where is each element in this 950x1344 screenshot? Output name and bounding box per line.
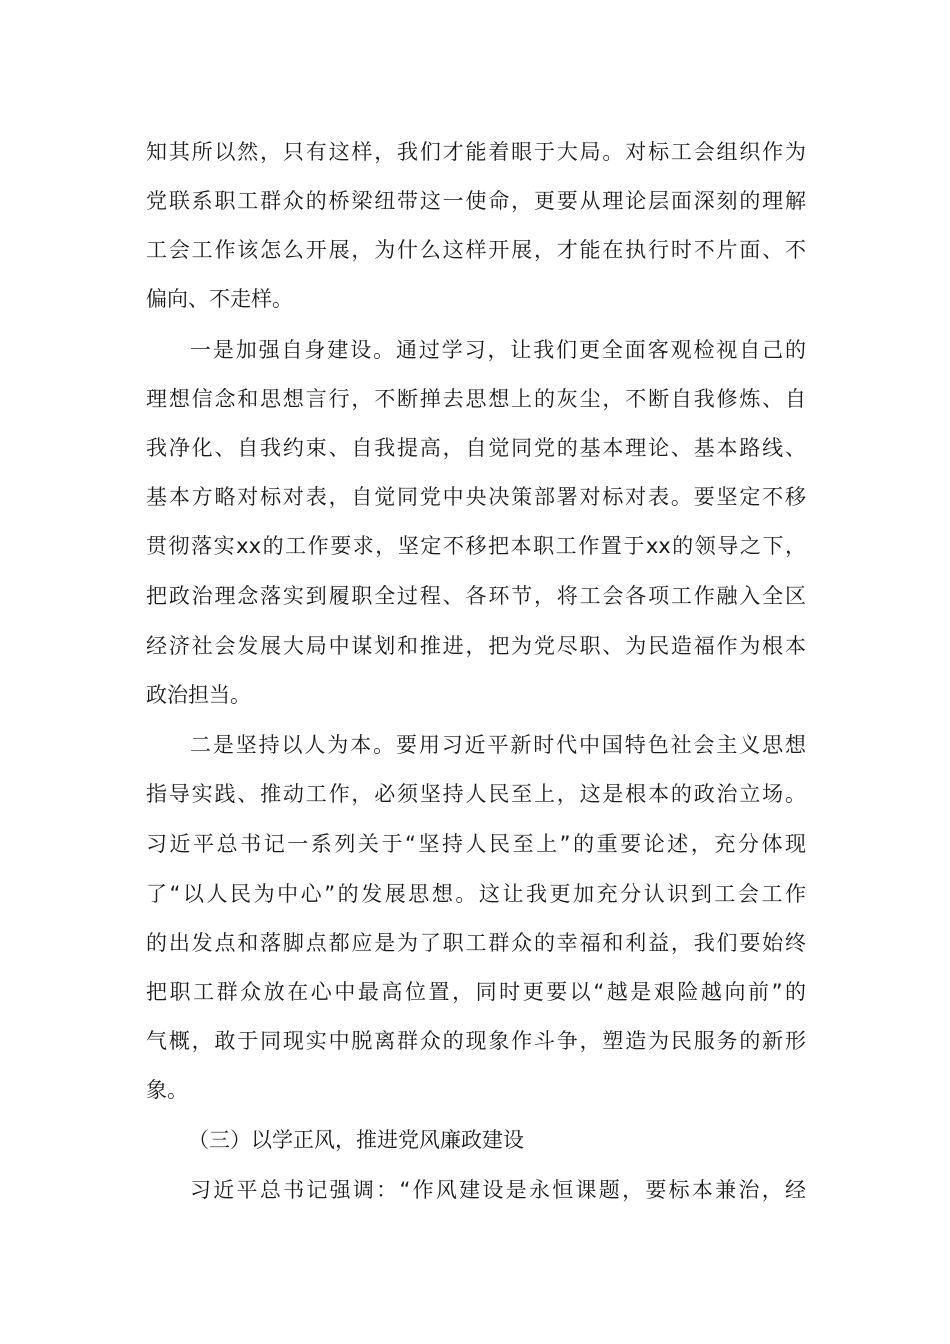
text-line-20: 象。 — [146, 1078, 188, 1102]
text-line-2: 党联系职工群众的桥梁纽带这一使命，更要从理论层面深刻的理解 — [146, 189, 806, 213]
paragraph-start-self-building: 一是加强自身建设。通过学习，让我们更全面客观检视自己的 — [190, 338, 806, 362]
text-line-15: 习近平总书记一系列关于“坚持人民至上”的重要论述，充分体现 — [146, 832, 806, 856]
text-line-4: 偏向、不走样。 — [146, 287, 293, 311]
text-line-10: 把政治理念落实到履职全过程、各环节，将工会各项工作融入全区 — [146, 584, 806, 608]
text-line-3: 工会工作该怎么开展，为什么这样开展，才能在执行时不片面、不 — [146, 238, 806, 262]
section-heading-3: （三）以学正风，推进党风廉政建设 — [188, 1128, 524, 1152]
text-line-6: 理想信念和思想言行，不断掸去思想上的灰尘，不断自我修炼、自 — [146, 387, 806, 411]
paragraph-start-style-building: 习近平总书记强调：“作风建设是永恒课题，要标本兼治，经 — [190, 1178, 806, 1202]
paragraph-start-people-first: 二是坚持以人为本。要用习近平新时代中国特色社会主义思想 — [190, 733, 806, 757]
text-line-1: 知其所以然，只有这样，我们才能着眼于大局。对标工会组织作为 — [146, 140, 806, 164]
text-line-19: 气概，敢于同现实中脱离群众的现象作斗争，塑造为民服务的新形 — [146, 1029, 806, 1053]
text-line-18: 把职工群众放在心中最高位置，同时更要以“越是艰险越向前”的 — [146, 980, 806, 1004]
text-line-12: 政治担当。 — [146, 683, 251, 707]
text-line-17: 的出发点和落脚点都应是为了职工群众的幸福和利益，我们要始终 — [146, 931, 806, 955]
text-line-8: 基本方略对标对表，自觉同党中央决策部署对标对表。要坚定不移 — [146, 485, 806, 509]
text-line-9: 贯彻落实xx的工作要求，坚定不移把本职工作置于xx的领导之下， — [146, 534, 806, 558]
text-line-16: 了“以人民为中心”的发展思想。这让我更加充分认识到工会工作 — [146, 882, 806, 906]
text-line-11: 经济社会发展大局中谋划和推进，把为党尽职、为民造福作为根本 — [146, 634, 806, 658]
text-line-14: 指导实践、推动工作，必须坚持人民至上，这是根本的政治立场。 — [146, 782, 806, 806]
text-line-7: 我净化、自我约束、自我提高，自觉同党的基本理论、基本路线、 — [146, 436, 806, 460]
